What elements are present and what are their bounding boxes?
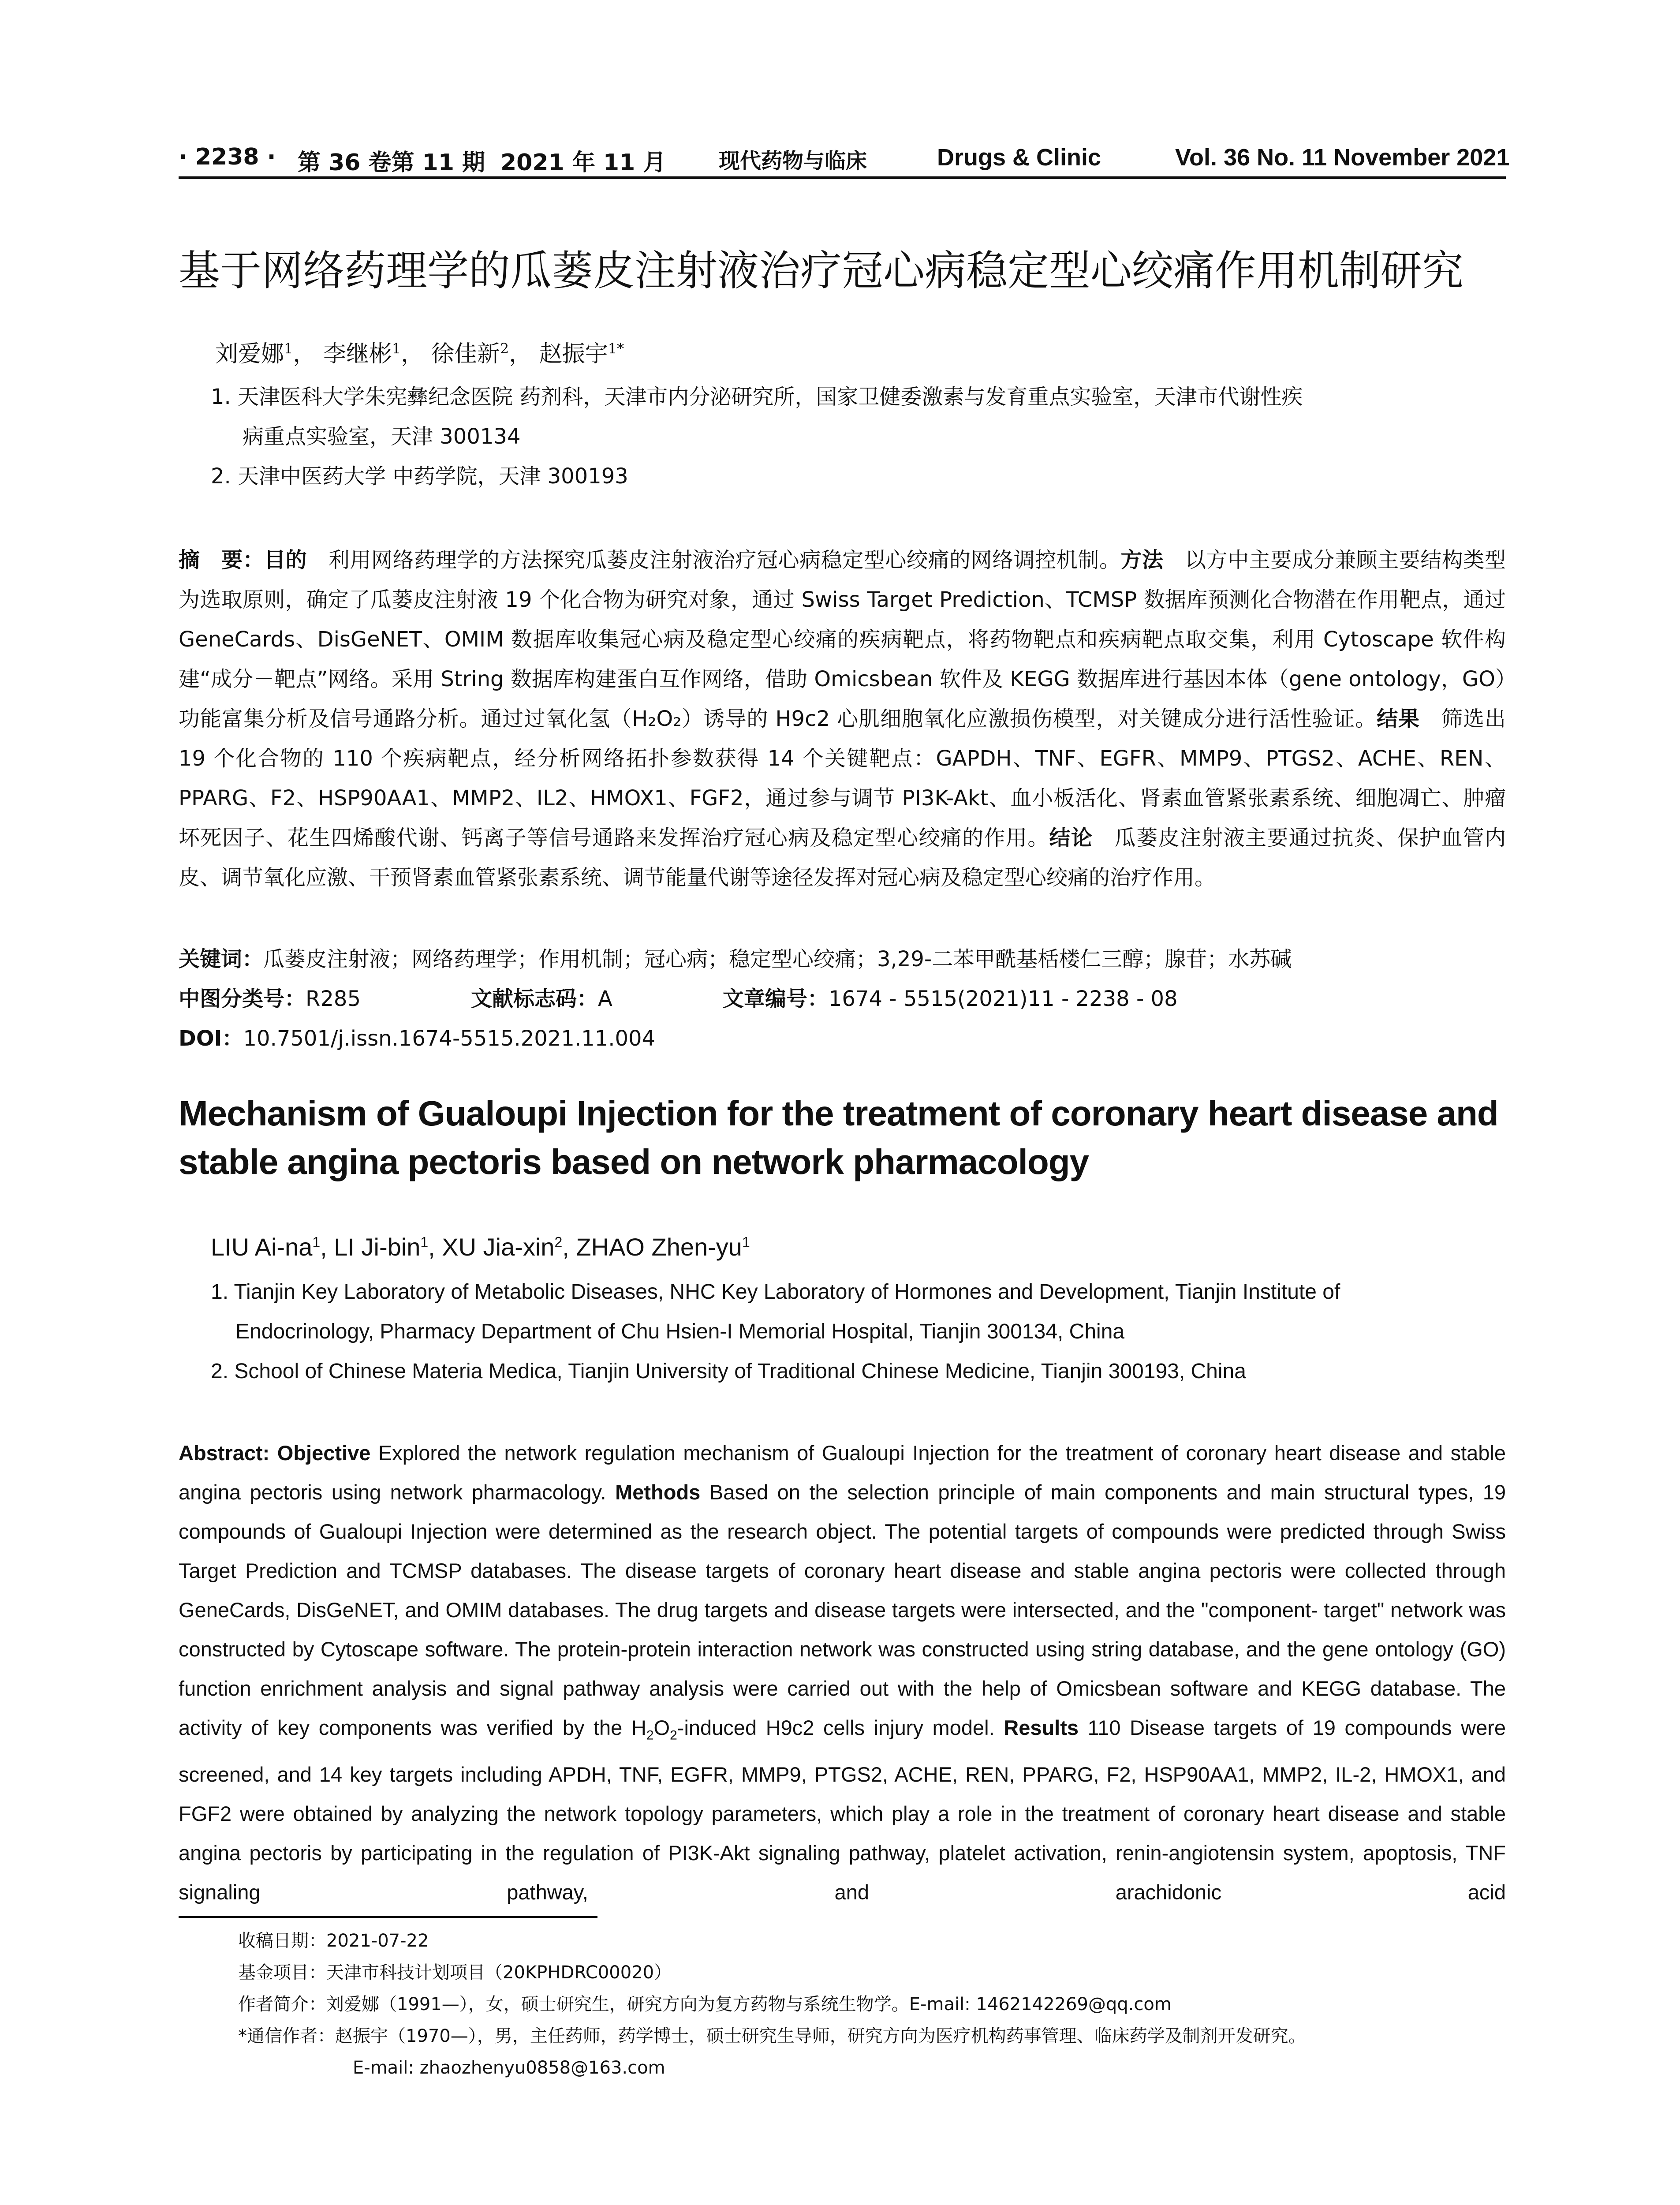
methods-text: 以方中主要成分兼顾主要结构类型为选取原则，确定了瓜蒌皮注射液 19 个化合物为研究对象，通过 Swiss Target Prediction、TCMSP 数据库预测化合物潜在作用靶点，通过 GeneCards、DisGeNET、OMIM 数据库收集冠心病及稳定型心绞痛的疾病靶点，将药物靶点和疾病靶点取交集，利用 Cytoscape 软件构建“成分－靶点”网络。采用 String 数据库构建蛋白互作网络，借助 Omicsbean 软件及 KEGG 数据库进行基因本体（gene ontology，GO）功能富集分析及信号通路分析。通过过氧化氢（H₂O₂）诱导的 H9c2 心肌细胞氧化应激损伤模型，对关键成分进行活性验证。 <box>179 548 1506 731</box>
author-name: LI Ji-bin <box>334 1233 421 1261</box>
objective-label: 目的 <box>264 548 307 572</box>
article-number-value: 1674 - 5515(2021)11 - 2238 - 08 <box>828 987 1178 1011</box>
author-affiliation-marker: 1* <box>608 340 624 357</box>
author-affiliation-marker: 1 <box>312 1234 321 1250</box>
footnote-author-intro: 作者简介：刘爱娜（1991—），女，硕士研究生，研究方向为复方药物与系统生物学。E-mail: 1462142269@qq.com <box>238 1994 1172 2014</box>
footnote-divider <box>179 1916 597 1918</box>
affiliation-cn-1 <box>211 377 1507 456</box>
doc-code-label: 文献标志码： <box>470 987 598 1011</box>
author-affiliation-marker: 1 <box>392 340 401 357</box>
author-name: XU Jia-xin <box>442 1233 555 1261</box>
methods-text: Based on the selection principle of main components and main structural types, 19 compounds of Gualoupi Injection were determined as the research object. The potential targets of compounds were predicted through Swiss Target Prediction and TCMSP databases. The disease targets of coronary heart disease and stable angina pectoris were collected through GeneCards, DisGeNET, and OMIM databases. The drug targets and disease targets were intersected, and the "component- target" network was constructed by Cytoscape software. The protein-protein interaction network was constructed using string database, and the gene ontology (GO) function enrichment analysis and signal pathway analysis were carried out with the help of Omicsbean software and KEGG database. The activity of key components was verified by the H <box>179 1480 1506 1739</box>
methods-text: O <box>653 1716 670 1739</box>
title-line: stable angina pectoris based on network pharmacology <box>179 1142 1089 1181</box>
journal-name-cn: 现代药物与临床 <box>719 149 867 173</box>
affiliation-line: 1. Tianjin Key Laboratory of Metabolic Diseases, NHC Key Laboratory of Hormones and Development, Tianjin Institute of <box>211 1280 1340 1304</box>
clc-label: 中图分类号： <box>179 987 306 1011</box>
conclusion-text: 瓜蒌皮注射液主要通过抗炎、保护血管内皮、调节氧化应激、干预肾素血管紧张素系统、调节能量代谢等途径发挥对冠心病及稳定型心绞痛的治疗作用。 <box>179 826 1506 890</box>
author-list-cn: 刘爱娜$^1$， 李继彬$^1$， 徐佳新$^2$， 赵振宇$^{1*}$ <box>215 340 624 367</box>
results-label: 结果 <box>1377 706 1420 731</box>
methods-text: -induced H9c2 cells injury model. <box>677 1716 995 1739</box>
objective-text: 利用网络药理学的方法探究瓜蒌皮注射液治疗冠心病稳定型心绞痛的网络调控机制。 <box>307 548 1121 572</box>
footnote-corresponding-email: E-mail: zhaozhenyu0858@163.com <box>353 2058 665 2078</box>
footnote-fund: 基金项目：天津市科技计划项目（20KPHDRC00020） <box>238 1962 672 1983</box>
author-affiliation-marker: 2 <box>500 340 509 357</box>
abstract-label: Abstract: <box>179 1441 270 1465</box>
doi <box>179 1019 1506 1058</box>
clc-value: R285 <box>306 987 361 1011</box>
affiliation-line: 1. 天津医科大学朱宪彝纪念医院 药剂科，天津市内分泌研究所，国家卫健委激素与发育重点实验室，天津市代谢性疾 <box>211 385 1303 409</box>
results-text: 110 Disease targets of 19 compounds were screened, and 14 key targets including APDH, TNF, EGFR, MMP9, PTGS2, ACHE, REN, PPARG, F2, HSP90AA1, MMP2, IL-2, HMOX1, and FGF2 were obtained by analyzing the network topology parameters, which play a role in the treatment of coronary heart disease and stable angina pectoris by participating in the regulation of PI3K-Akt signaling pathway, platelet activation, renin-angiotensin system, apoptosis, TNF signaling pathway, and arachidonic acid <box>179 1716 1506 1904</box>
affiliation-line: 病重点实验室，天津 300134 <box>243 424 521 449</box>
keywords-label: 关键词： <box>179 947 264 972</box>
methods-label: 方法 <box>1120 548 1164 572</box>
objective-text: Explored the network regulation mechanism of Gualoupi Injection for the treatment of coronary heart disease and stable angina pectoris using network pharmacology. <box>179 1441 1506 1504</box>
author-name: 李继彬 <box>323 341 392 367</box>
affiliation-cn-2 <box>211 456 1507 496</box>
results-label: Results <box>1004 1716 1079 1739</box>
author-list-en: LIU $Ai-na^1$, LI Ji-bin$^1$, XU Jia-xin$^2$, ZHAO Zhen-$yu^1$ <box>211 1233 750 1261</box>
running-header <box>179 140 1510 176</box>
author-name: 刘爱娜 <box>215 341 284 367</box>
article-number-label: 文章编号： <box>722 987 829 1011</box>
abstract-cn <box>179 540 1506 897</box>
footnote-corresponding: *通信作者：赵振宇（1970—），男，主任药师，药学博士，硕士研究生导师，研究方向为医疗机构药事管理、临床药学及制剂开发研究。 <box>238 2026 1306 2046</box>
title-line: Mechanism of Gualoupi Injection for the treatment of coronary heart disease and <box>179 1094 1498 1133</box>
footnote-received: 收稿日期：2021-07-22 <box>238 1931 429 1951</box>
abstract-label: 摘 要： <box>179 548 265 572</box>
keywords-text: 瓜蒌皮注射液；网络药理学；作用机制；冠心病；稳定型心绞痛；3,29-二苯甲酰基栝楼仁三醇；腺苷；水苏碱 <box>263 947 1292 972</box>
date-cn: 2021 年 11 月 <box>500 149 666 176</box>
affiliation-line: 2. 天津中医药大学 中药学院，天津 300193 <box>211 464 628 489</box>
abstract-en <box>179 1433 1506 1912</box>
author-affiliation-marker: 1 <box>420 1234 429 1250</box>
objective-label: Objective <box>277 1441 371 1465</box>
article-title-en <box>179 1089 1506 1186</box>
issue-cn: 第 36 卷第 11 期 <box>298 149 485 176</box>
page-number: · 2238 · <box>179 144 276 170</box>
author-name: 徐佳新 <box>431 341 500 367</box>
article-title-cn: 基于网络药理学的瓜蒌皮注射液治疗冠心病稳定型心绞痛作用机制研究 <box>179 247 1464 295</box>
methods-label: Methods <box>615 1480 701 1504</box>
author-name: LIU Ai-na <box>211 1233 313 1261</box>
subscript: 2 <box>646 1728 654 1743</box>
journal-name-en: Drugs & Clinic <box>937 144 1101 171</box>
doc-code-value: A <box>598 987 612 1011</box>
subscript: 2 <box>670 1728 677 1743</box>
affiliation-en-1 <box>211 1272 1507 1352</box>
header-divider <box>179 176 1506 179</box>
keywords-cn <box>179 939 1506 979</box>
author-name: ZHAO Zhen-yu <box>576 1233 742 1261</box>
volume-en: Vol. 36 No. 11 November 2021 <box>1175 144 1510 171</box>
author-affiliation-marker: 2 <box>554 1234 563 1250</box>
affiliation-line: 2. School of Chinese Materia Medica, Tianjin University of Traditional Chinese Medicine, Tianjin 300193, China <box>211 1360 1246 1383</box>
conclusion-label: 结论 <box>1049 826 1093 850</box>
author-name: 赵振宇 <box>539 341 608 367</box>
affiliation-en-2 <box>211 1352 1507 1391</box>
results-text: 筛选出 19 个化合物的 110 个疾病靶点，经分析网络拓扑参数获得 14 个关键靶点：GAPDH、TNF、EGFR、MMP9、PTGS2、ACHE、REN、PPARG、F2、HSP90AA1、MMP2、IL2、HMOX1、FGF2，通过参与调节 PI3K-Akt、血小板活化、肾素血管紧张素系统、细胞凋亡、肿瘤坏死因子、花生四烯酸代谢、钙离子等信号通路来发挥治疗冠心病及稳定型心绞痛的作用。 <box>179 706 1506 850</box>
doi-label: DOI： <box>179 1026 243 1051</box>
affiliation-line: Endocrinology, Pharmacy Department of Chu Hsien-I Memorial Hospital, Tianjin 300134, China <box>235 1320 1125 1343</box>
author-affiliation-marker: 1 <box>284 340 293 357</box>
author-affiliation-marker: 1 <box>742 1234 750 1250</box>
doi-value[interactable]: 10.7501/j.issn.1674-5515.2021.11.004 <box>243 1026 656 1051</box>
classification-cn <box>179 979 1506 1019</box>
